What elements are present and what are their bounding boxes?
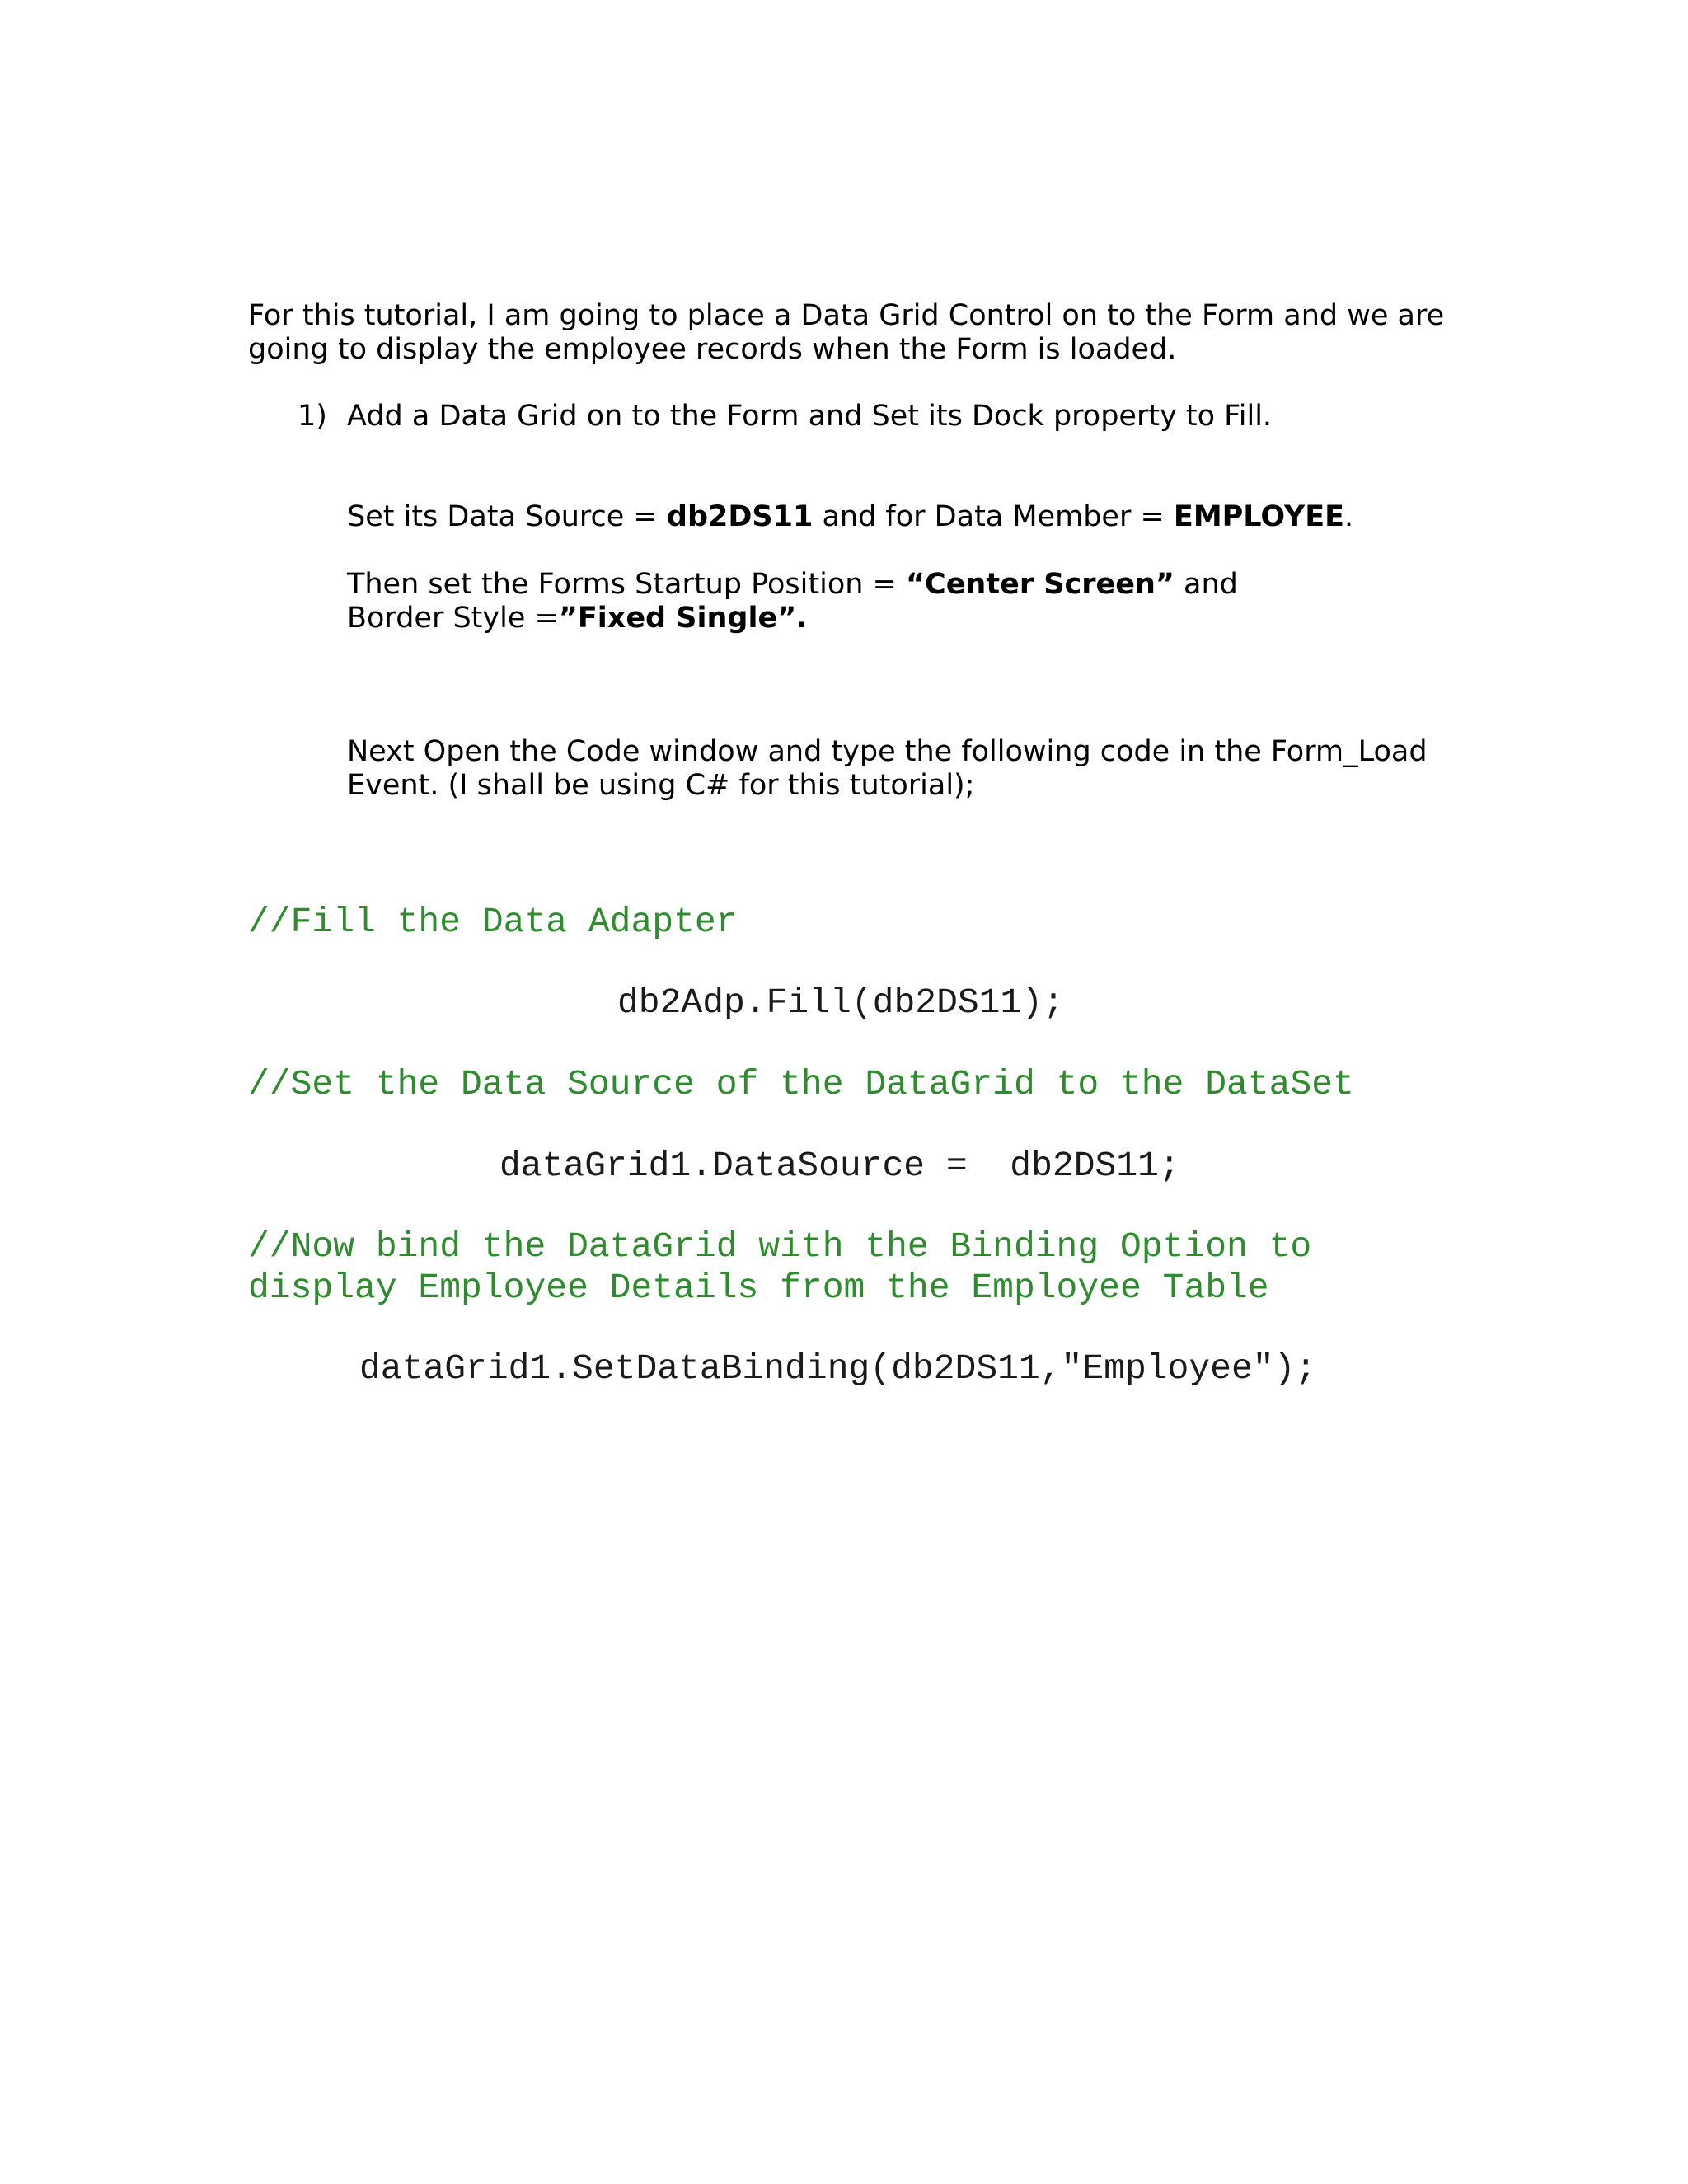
startup-position-value: “Center Screen” [906,568,1175,601]
code-comment-binding-line-2: display Employee Details from the Employee Table [248,1268,1269,1308]
code-comment-datasource: //Set the Data Source of the DataGrid to the DataSet [248,1064,1354,1104]
step-1-text: Add a Data Grid on to the Form and Set its Dock property to Fill. [347,400,1273,433]
border-style-prefix: Border Style = [347,602,559,635]
datasource-prefix: Set its Data Source = [347,500,667,533]
border-style-line [347,602,808,635]
border-style-value: ”Fixed Single”. [558,602,808,635]
startup-prefix: Then set the Forms Startup Position = [347,568,906,601]
code-comment-binding-line-1: //Now bind the DataGrid with the Binding Option to [248,1226,1312,1267]
datasource-value: db2DS11 [666,500,814,533]
code-window-line-1: Next Open the Code window and type the following code in the Form_Load [347,735,1428,768]
datamember-prefix: and for Data Member = [813,500,1174,533]
startup-position-line [347,568,1238,602]
code-window-line-2: Event. (I shall be using C# for this tutorial); [347,769,975,802]
intro-line-1: For this tutorial, I am going to place a Data Grid Control on to the Form and we are [248,299,1445,332]
datasource-suffix: . [1344,500,1354,533]
datamember-value: EMPLOYEE [1173,500,1345,533]
code-comment-fill: //Fill the Data Adapter [248,902,738,942]
code-statement-datasource: dataGrid1.DataSource = db2DS11; [499,1146,1180,1186]
step-1-number: 1) [298,400,327,433]
datasource-line [347,500,1353,534]
code-statement-fill: db2Adp.Fill(db2DS11); [617,982,1064,1023]
startup-suffix: and [1174,568,1238,601]
intro-line-2: going to display the employee records when the Form is loaded. [248,333,1177,366]
code-statement-binding: dataGrid1.SetDataBinding(db2DS11,"Employee"); [359,1348,1317,1389]
